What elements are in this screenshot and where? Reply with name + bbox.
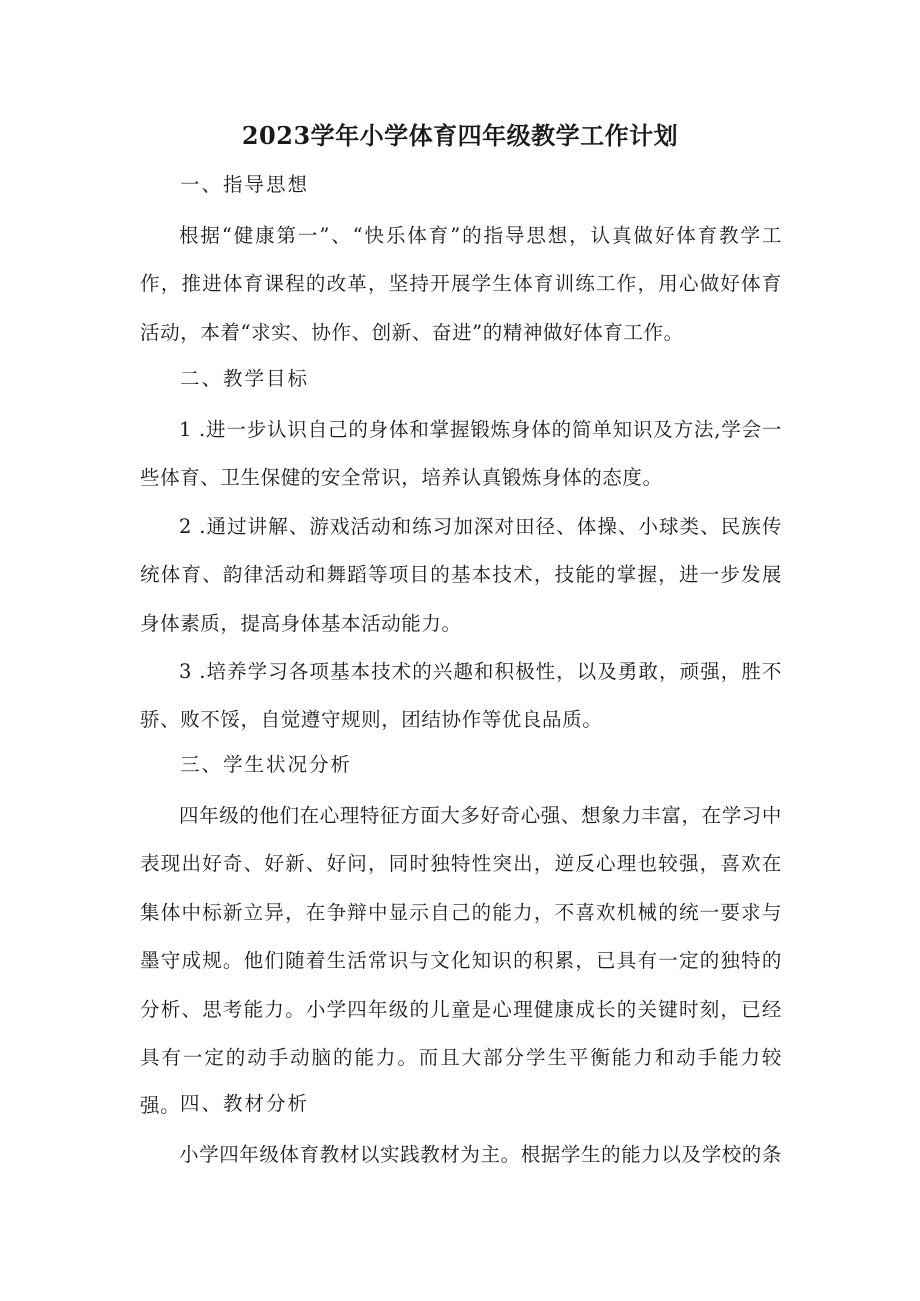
section-heading-teaching-goals: 二、教学目标 <box>180 367 310 390</box>
section-heading-material-analysis: 四、教材分析 <box>180 1092 310 1115</box>
paragraph-goal-3: 3 .培养学习各项基本技术的兴趣和积极性，以及勇敢，顽强，胜不骄、败不馁，自觉遵守规则，团结协作等优良品质。 <box>140 660 782 732</box>
section-heading-guiding-ideology: 一、指导思想 <box>180 173 310 196</box>
paragraph-goal-1: 1 .进一步认识自己的身体和掌握锻炼身体的简单知识及方法,学会一些体育、卫生保健的安全常识，培养认真锻炼身体的态度。 <box>140 418 782 490</box>
section-heading-student-analysis: 三、学生状况分析 <box>180 753 353 776</box>
document-title: 2023学年小学体育四年级教学工作计划 <box>241 121 679 150</box>
paragraph-student-analysis: 四年级的他们在心理特征方面大多好奇心强、想象力丰富，在学习中表现出好奇、好新、好问，同时独特性突出，逆反心理也较强，喜欢在集体中标新立异，在争辩中显示自己的能力，不喜欢机械的统一要求与墨守成规。他们随着生活常识与文化知识的积累，已具有一定的独特的分析、思考能力。小学四年级的儿童是心理健康成长的关键时刻，已经具有一定的动手动脑的能力。而且大部分学生平衡能力和动手能力较强。 <box>140 804 783 1118</box>
paragraph-material-analysis: 小学四年级体育教材以实践教材为主。根据学生的能力以及学校的条 <box>179 1143 783 1166</box>
paragraph-goal-2: 2 .通过讲解、游戏活动和练习加深对田径、体操、小球类、民族传统体育、韵律活动和舞蹈等项目的基本技术，技能的掌握，进一步发展身体素质，提高身体基本活动能力。 <box>140 515 782 635</box>
paragraph-guiding-ideology: 根据“健康第一”、“快乐体育”的指导思想，认真做好体育教学工作，推进体育课程的改革，坚持开展学生体育训练工作，用心做好体育活动，本着“求实、协作、创新、奋进”的精神做好体育工作。 <box>140 224 782 344</box>
